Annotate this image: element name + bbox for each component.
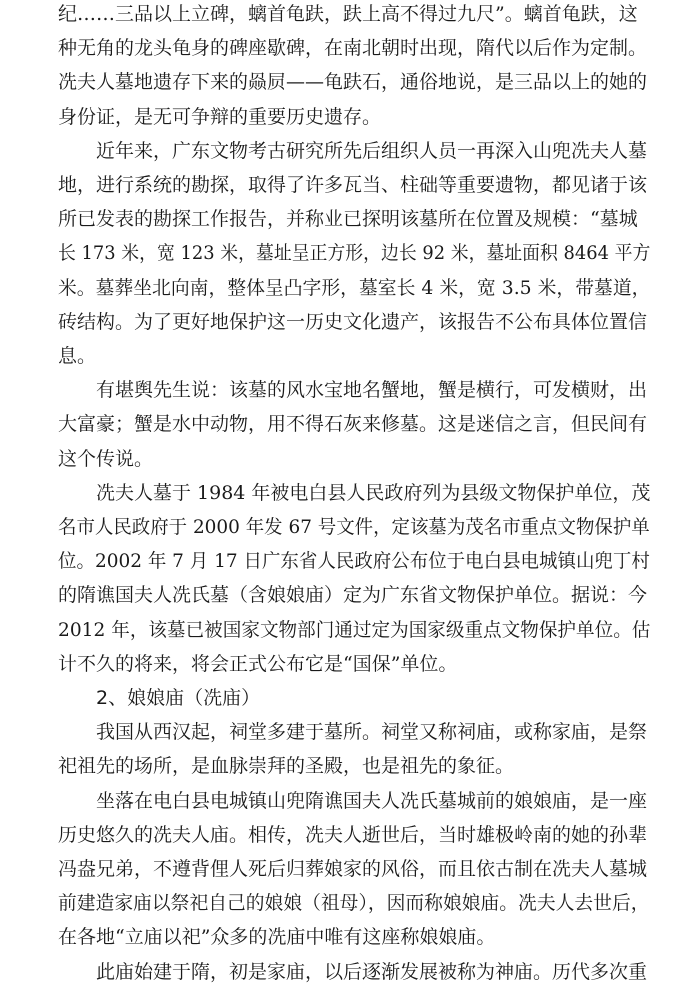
- text-line: 纪……三品以上立碑，螭首龟趺，趺上高不得过九尺”。螭首龟趺，这: [58, 3, 638, 25]
- text-line: 息。: [58, 345, 97, 367]
- section-heading: 2、娘娘庙（冼庙）: [58, 687, 261, 709]
- text-line: 冼夫人墓地遗存下来的赑屃——龟趺石，通俗地说，是三品以上的她的: [58, 71, 648, 94]
- text-line: 砖结构。为了更好地保护这一历史文化遗产，该报告不公布具体位置信: [58, 310, 648, 333]
- text-line: 有堪舆先生说：该墓的风水宝地名蟹地，蟹是横行，可发横财，出: [58, 379, 648, 402]
- text-line: 地，进行系统的勘探，取得了许多瓦当、柱础等重要遗物，都见诸于该: [58, 174, 648, 196]
- text-line: 近年来，广东文物考古研究所先后组织人员一再深入山兜冼夫人墓: [58, 139, 648, 162]
- text-line: 的隋谯国夫人冼氏墓（含娘娘庙）定为广东省文物保护单位。据说：今: [58, 584, 648, 607]
- text-line: 身份证，是无可争辩的重要历史遗存。: [58, 105, 382, 128]
- text-line: 计不久的将来，将会正式公布它是“国保”单位。: [58, 652, 458, 675]
- text-line: 长 173 米，宽 123 米，墓址呈正方形，边长 92 米，墓址面积 8464 平方: [58, 242, 651, 265]
- text-line: 名市人民政府于 2000 年发 67 号文件，定该墓为茂名市重点文物保护单: [58, 516, 650, 538]
- text-line: 在各地“立庙以祀”众多的冼庙中唯有这座称娘娘庙。: [58, 926, 496, 949]
- text-line: 冯盎兄弟，不遵背俚人死后归葬娘家的风俗，而且依古制在冼夫人墓城: [58, 858, 648, 880]
- text-line: 大富豪；蟹是水中动物，用不得石灰来修墓。这是迷信之言，但民间有: [58, 413, 648, 436]
- text-line: 冼夫人墓于 1984 年被电白县人民政府列为县级文物保护单位，茂: [58, 481, 651, 504]
- text-line: 我国从西汉起，祠堂多建于墓所。祠堂又称祠庙，或称家庙，是祭: [58, 721, 648, 744]
- text-line: 前建造家庙以祭祀自己的娘娘（祖母），因而称娘娘庙。冼夫人去世后，: [58, 892, 650, 915]
- text-line: 种无角的龙头龟身的碑座歇碑，在南北朝时出现，隋代以后作为定制。: [58, 37, 648, 60]
- text-line: 所已发表的勘探工作报告，并称业已探明该墓所在位置及规模：“墓城: [58, 208, 638, 231]
- text-line: 祀祖先的场所，是血脉崇拜的圣殿，也是祖先的象征。: [58, 755, 515, 778]
- text-line: 位。2002 年 7 月 17 日广东省人民政府公布位于电白县电城镇山兜丁村: [58, 550, 650, 573]
- text-line: 这个传说。: [58, 447, 154, 470]
- text-line: 历史悠久的冼夫人庙。相传，冼夫人逝世后，当时雄极岭南的她的孙辈: [58, 823, 648, 846]
- text-line: 坐落在电白县电城镇山兜隋谯国夫人冼氏墓城前的娘娘庙，是一座: [58, 789, 648, 812]
- text-line: 2012 年，该墓已被国家文物部门通过定为国家级重点文物保护单位。估: [58, 618, 651, 641]
- text-line: 米。墓葬坐北向南，整体呈凸字形，墓室长 4 米，宽 3.5 米，带墓道，: [58, 276, 651, 299]
- text-line: 此庙始建于隋，初是家庙，以后逐渐发展被称为神庙。历代多次重: [58, 960, 648, 983]
